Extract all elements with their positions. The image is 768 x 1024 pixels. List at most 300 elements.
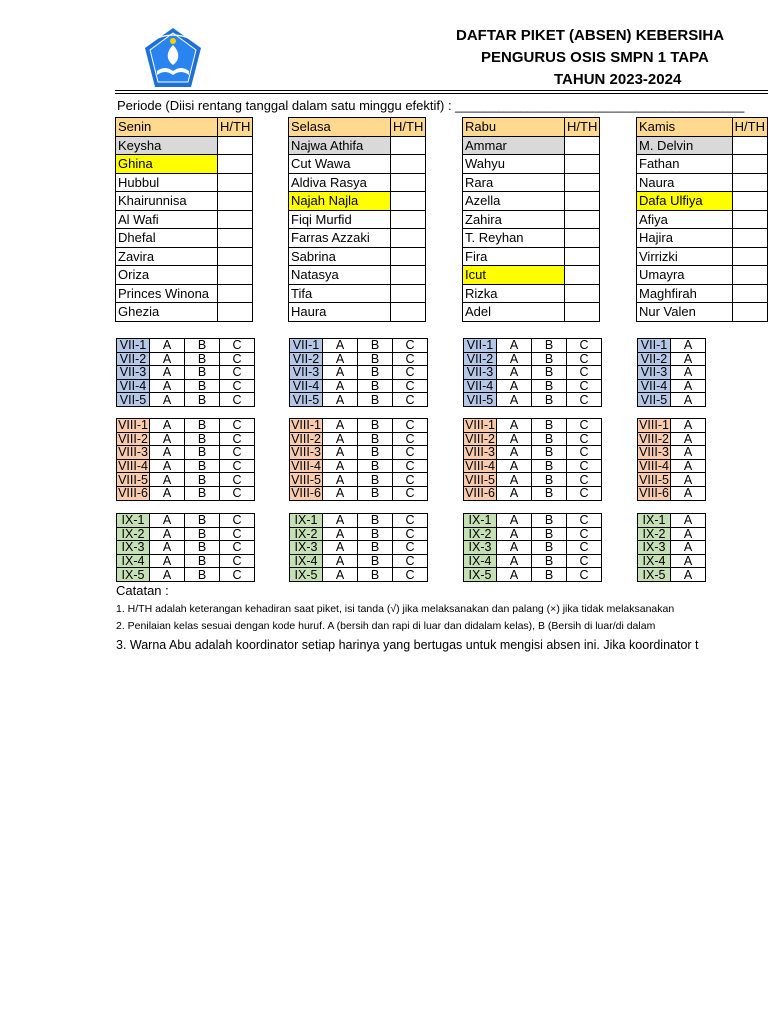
grade-a[interactable]: A <box>150 379 185 393</box>
grade-a[interactable]: A <box>150 459 185 473</box>
grade-a[interactable]: A <box>671 486 706 500</box>
grade-a[interactable]: A <box>671 393 706 407</box>
grade-c[interactable]: C <box>567 514 602 528</box>
class-label: VII-2 <box>464 352 497 366</box>
hth-cell[interactable] <box>732 136 767 155</box>
grade-b[interactable]: B <box>185 419 220 433</box>
member-name: Dafa Ulfiya <box>637 192 733 211</box>
grade-c[interactable]: C <box>220 473 255 487</box>
grade-c[interactable]: C <box>567 459 602 473</box>
grade-b[interactable]: B <box>532 366 567 380</box>
grade-b[interactable]: B <box>532 541 567 555</box>
member-name: Icut <box>463 266 565 285</box>
grade-c[interactable]: C <box>567 339 602 353</box>
member-name: Dhefal <box>116 229 218 248</box>
grade-a[interactable]: A <box>323 459 358 473</box>
class-label: IX-5 <box>464 568 497 582</box>
member-name: Zahira <box>463 210 565 229</box>
grade-a[interactable]: A <box>323 339 358 353</box>
grade-a[interactable]: A <box>671 419 706 433</box>
class-label: IX-2 <box>464 527 497 541</box>
note-3: 3. Warna Abu adalah koordinator setiap harinya yang bertugas untuk mengisi absen ini. Jika koordinator t <box>116 638 699 652</box>
grade-c[interactable]: C <box>393 393 428 407</box>
hth-cell[interactable] <box>732 155 767 174</box>
grade-c[interactable]: C <box>393 568 428 582</box>
grade-b[interactable]: B <box>358 568 393 582</box>
member-name: Hubbul <box>116 173 218 192</box>
grade-viii-rabu <box>463 418 602 501</box>
grade-c[interactable]: C <box>220 379 255 393</box>
grade-b[interactable]: B <box>185 554 220 568</box>
period-field[interactable]: Periode (Diisi rentang tanggal dalam satu minggu efektif) : ________________________________________ <box>117 98 745 113</box>
hth-cell[interactable] <box>218 303 253 322</box>
grade-b[interactable]: B <box>532 554 567 568</box>
grade-c[interactable]: C <box>220 419 255 433</box>
grade-b[interactable]: B <box>358 473 393 487</box>
member-name: Haura <box>289 303 391 322</box>
hth-cell[interactable] <box>391 136 426 155</box>
member-name: Najwa Athifa <box>289 136 391 155</box>
grade-b[interactable]: B <box>185 366 220 380</box>
grade-c[interactable]: C <box>393 473 428 487</box>
hth-cell[interactable] <box>565 210 600 229</box>
grade-b[interactable]: B <box>185 459 220 473</box>
grade-b[interactable]: B <box>358 486 393 500</box>
grade-a[interactable]: A <box>150 486 185 500</box>
member-name: Rara <box>463 173 565 192</box>
grade-b[interactable]: B <box>358 366 393 380</box>
member-name: Ghina <box>116 155 218 174</box>
grade-c[interactable]: C <box>567 352 602 366</box>
grade-c[interactable]: C <box>567 419 602 433</box>
grade-a[interactable]: A <box>497 393 532 407</box>
hth-cell[interactable] <box>732 303 767 322</box>
grade-c[interactable]: C <box>567 554 602 568</box>
grade-a[interactable]: A <box>150 568 185 582</box>
class-label: VII-3 <box>464 366 497 380</box>
class-label: VIII-6 <box>291 486 321 501</box>
grade-b[interactable]: B <box>358 459 393 473</box>
hth-cell[interactable] <box>391 192 426 211</box>
hth-cell[interactable] <box>565 229 600 248</box>
grade-a[interactable]: A <box>671 339 706 353</box>
member-name: Azella <box>463 192 565 211</box>
grade-c[interactable]: C <box>567 486 602 500</box>
class-label: IX-1 <box>638 514 671 528</box>
grade-a[interactable]: A <box>671 446 706 460</box>
grade-a[interactable]: A <box>497 419 532 433</box>
grade-a[interactable]: A <box>150 366 185 380</box>
class-label: VIII-4 <box>291 459 321 473</box>
grade-c[interactable]: C <box>393 554 428 568</box>
grade-a[interactable]: A <box>671 541 706 555</box>
grade-ix-selasa <box>289 513 428 582</box>
member-name: Farras Azzaki <box>289 229 391 248</box>
grade-a[interactable]: A <box>323 366 358 380</box>
grade-c[interactable]: C <box>393 419 428 433</box>
class-label: VIII-5 <box>118 472 148 487</box>
grade-b[interactable]: B <box>358 379 393 393</box>
grade-b[interactable]: B <box>185 473 220 487</box>
grade-c[interactable]: C <box>393 339 428 353</box>
grade-b[interactable]: B <box>185 541 220 555</box>
grade-viii-senin <box>116 418 255 501</box>
class-label: VIII-2 <box>639 432 669 446</box>
class-label: VII-3 <box>117 366 150 380</box>
hth-cell[interactable] <box>732 266 767 285</box>
hth-cell[interactable] <box>218 229 253 248</box>
class-label: VII-1 <box>638 339 671 353</box>
grade-b[interactable]: B <box>185 486 220 500</box>
class-label: VIII-4 <box>118 459 148 473</box>
grade-c[interactable]: C <box>220 514 255 528</box>
member-name: Ammar <box>463 136 565 155</box>
hth-cell[interactable] <box>218 192 253 211</box>
grade-c[interactable]: C <box>393 379 428 393</box>
grade-c[interactable]: C <box>393 459 428 473</box>
grade-a[interactable]: A <box>671 473 706 487</box>
member-name: Virrizki <box>637 247 733 266</box>
class-label: IX-3 <box>464 541 497 555</box>
hth-cell[interactable] <box>732 173 767 192</box>
member-name: Umayra <box>637 266 733 285</box>
hth-cell[interactable] <box>218 247 253 266</box>
hth-cell[interactable] <box>565 192 600 211</box>
class-label: VIII-4 <box>465 459 495 473</box>
grade-c[interactable]: C <box>393 432 428 446</box>
grade-a[interactable]: A <box>150 339 185 353</box>
title-line-3: TAHUN 2023-2024 <box>554 71 682 88</box>
class-label: VIII-2 <box>291 432 321 446</box>
day-name: Kamis <box>637 118 733 137</box>
hth-cell[interactable] <box>218 136 253 155</box>
grade-b[interactable]: B <box>532 379 567 393</box>
grade-a[interactable]: A <box>671 432 706 446</box>
class-label: VII-1 <box>464 339 497 353</box>
class-label: VIII-4 <box>639 459 669 473</box>
grade-b[interactable]: B <box>185 432 220 446</box>
grade-b[interactable]: B <box>185 514 220 528</box>
hth-cell[interactable] <box>391 229 426 248</box>
member-name: Khairunnisa <box>116 192 218 211</box>
grade-a[interactable]: A <box>671 514 706 528</box>
hth-cell[interactable] <box>218 173 253 192</box>
grade-b[interactable]: B <box>358 339 393 353</box>
grade-a[interactable]: A <box>497 446 532 460</box>
grade-ix-kamis <box>637 513 706 582</box>
grade-a[interactable]: A <box>323 568 358 582</box>
grade-a[interactable]: A <box>150 554 185 568</box>
grade-a[interactable]: A <box>323 541 358 555</box>
grade-a[interactable]: A <box>323 419 358 433</box>
grade-c[interactable]: C <box>220 432 255 446</box>
grade-c[interactable]: C <box>567 393 602 407</box>
class-label: IX-3 <box>117 541 150 555</box>
class-label: VII-5 <box>290 393 323 407</box>
roster-rabu <box>462 117 600 322</box>
grade-a[interactable]: A <box>150 541 185 555</box>
hth-cell[interactable] <box>565 266 600 285</box>
class-label: IX-5 <box>290 568 323 582</box>
grade-c[interactable]: C <box>393 446 428 460</box>
member-name: M. Delvin <box>637 136 733 155</box>
hth-cell[interactable] <box>732 210 767 229</box>
hth-cell[interactable] <box>732 192 767 211</box>
grade-b[interactable]: B <box>358 554 393 568</box>
grade-b[interactable]: B <box>185 352 220 366</box>
member-name: Rizka <box>463 284 565 303</box>
grade-c[interactable]: C <box>220 352 255 366</box>
grade-a[interactable]: A <box>150 473 185 487</box>
member-name: Najah Najla <box>289 192 391 211</box>
grade-b[interactable]: B <box>358 541 393 555</box>
hth-cell[interactable] <box>565 303 600 322</box>
grade-a[interactable]: A <box>671 366 706 380</box>
grade-b[interactable]: B <box>532 527 567 541</box>
grade-a[interactable]: A <box>323 432 358 446</box>
grade-a[interactable]: A <box>671 352 706 366</box>
grade-a[interactable]: A <box>497 339 532 353</box>
grade-a[interactable]: A <box>323 379 358 393</box>
class-label: VII-1 <box>290 339 323 353</box>
hth-header: H/TH <box>391 118 426 137</box>
member-name: Princes Winona <box>116 284 218 303</box>
grade-a[interactable]: A <box>150 352 185 366</box>
member-name: Aldiva Rasya <box>289 173 391 192</box>
hth-cell[interactable] <box>391 155 426 174</box>
grade-c[interactable]: C <box>567 527 602 541</box>
hth-cell[interactable] <box>218 210 253 229</box>
grade-a[interactable]: A <box>497 432 532 446</box>
class-label: VIII-1 <box>639 418 669 433</box>
grade-c[interactable]: C <box>393 486 428 500</box>
grade-c[interactable]: C <box>393 541 428 555</box>
grade-ix-rabu <box>463 513 602 582</box>
grade-b[interactable]: B <box>185 527 220 541</box>
class-label: IX-4 <box>117 554 150 568</box>
grade-a[interactable]: A <box>497 514 532 528</box>
grade-b[interactable]: B <box>532 568 567 582</box>
class-label: VIII-3 <box>639 445 669 460</box>
class-label: VIII-6 <box>639 486 669 501</box>
grade-b[interactable]: B <box>358 514 393 528</box>
grade-a[interactable]: A <box>497 352 532 366</box>
grade-c[interactable]: C <box>220 366 255 380</box>
grade-a[interactable]: A <box>671 379 706 393</box>
class-label: IX-2 <box>117 527 150 541</box>
hth-cell[interactable] <box>565 284 600 303</box>
grade-a[interactable]: A <box>497 568 532 582</box>
grade-b[interactable]: B <box>358 432 393 446</box>
grade-c[interactable]: C <box>220 527 255 541</box>
class-label: VII-4 <box>290 379 323 393</box>
grade-b[interactable]: B <box>358 419 393 433</box>
class-label: VIII-1 <box>465 418 495 433</box>
grade-c[interactable]: C <box>567 366 602 380</box>
member-name: Wahyu <box>463 155 565 174</box>
grade-a[interactable]: A <box>150 419 185 433</box>
class-label: VII-2 <box>638 352 671 366</box>
grade-vii-kamis <box>637 338 706 407</box>
grade-b[interactable]: B <box>185 393 220 407</box>
class-label: VIII-6 <box>118 486 148 501</box>
grade-a[interactable]: A <box>497 473 532 487</box>
grade-a[interactable]: A <box>150 514 185 528</box>
grade-a[interactable]: A <box>323 473 358 487</box>
hth-cell[interactable] <box>218 266 253 285</box>
hth-cell[interactable] <box>218 155 253 174</box>
grade-c[interactable]: C <box>567 568 602 582</box>
class-label: VIII-5 <box>639 472 669 487</box>
note-2: 2. Penilaian kelas sesuai dengan kode huruf. A (bersih dan rapi di luar dan didalam kelas), B (Bersih di luar/di dalam <box>116 620 656 632</box>
member-name: T. Reyhan <box>463 229 565 248</box>
hth-cell[interactable] <box>391 303 426 322</box>
member-name: Maghfirah <box>637 284 733 303</box>
grade-a[interactable]: A <box>497 527 532 541</box>
member-name: Tifa <box>289 284 391 303</box>
hth-cell[interactable] <box>732 284 767 303</box>
grade-a[interactable]: A <box>497 366 532 380</box>
grade-c[interactable]: C <box>220 554 255 568</box>
grade-a[interactable]: A <box>323 486 358 500</box>
grade-b[interactable]: B <box>185 379 220 393</box>
grade-a[interactable]: A <box>671 568 706 582</box>
grade-a[interactable]: A <box>497 541 532 555</box>
grade-a[interactable]: A <box>323 554 358 568</box>
note-1: 1. H/TH adalah keterangan kehadiran saat piket, isi tanda (√) jika melaksanakan dan palang (×) jika tidak melaksanakan <box>116 603 675 615</box>
member-name: Oriza <box>116 266 218 285</box>
hth-cell[interactable] <box>565 173 600 192</box>
grade-viii-kamis <box>637 418 706 501</box>
grade-a[interactable]: A <box>323 393 358 407</box>
grade-b[interactable]: B <box>532 419 567 433</box>
class-label: VII-4 <box>464 379 497 393</box>
header-rule-bottom <box>115 93 768 94</box>
grade-a[interactable]: A <box>671 554 706 568</box>
header-rule-top <box>115 90 768 91</box>
class-label: IX-1 <box>117 514 150 528</box>
grade-b[interactable]: B <box>185 446 220 460</box>
grade-c[interactable]: C <box>393 352 428 366</box>
grade-c[interactable]: C <box>393 514 428 528</box>
grade-vii-senin <box>116 338 255 407</box>
title-line-2: PENGURUS OSIS SMPN 1 TAPA <box>481 49 709 66</box>
hth-cell[interactable] <box>391 210 426 229</box>
hth-cell[interactable] <box>391 173 426 192</box>
class-label: VII-3 <box>290 366 323 380</box>
class-label: IX-2 <box>638 527 671 541</box>
grade-a[interactable]: A <box>323 352 358 366</box>
day-name: Rabu <box>463 118 565 137</box>
grade-b[interactable]: B <box>532 459 567 473</box>
grade-a[interactable]: A <box>150 446 185 460</box>
hth-cell[interactable] <box>391 266 426 285</box>
class-label: IX-1 <box>464 514 497 528</box>
grade-c[interactable]: C <box>567 432 602 446</box>
day-name: Senin <box>116 118 218 137</box>
hth-cell[interactable] <box>732 247 767 266</box>
grade-b[interactable]: B <box>532 339 567 353</box>
grade-b[interactable]: B <box>532 514 567 528</box>
school-logo <box>143 27 203 89</box>
grade-c[interactable]: C <box>393 527 428 541</box>
grade-b[interactable]: B <box>358 393 393 407</box>
class-label: VIII-6 <box>465 486 495 501</box>
grade-b[interactable]: B <box>532 352 567 366</box>
grade-b[interactable]: B <box>358 446 393 460</box>
class-label: VIII-1 <box>118 418 148 433</box>
grade-c[interactable]: C <box>220 459 255 473</box>
grade-a[interactable]: A <box>323 514 358 528</box>
grade-b[interactable]: B <box>358 352 393 366</box>
grade-c[interactable]: C <box>220 446 255 460</box>
grade-c[interactable]: C <box>220 486 255 500</box>
grade-b[interactable]: B <box>532 432 567 446</box>
hth-cell[interactable] <box>565 136 600 155</box>
grade-a[interactable]: A <box>671 459 706 473</box>
grade-a[interactable]: A <box>497 554 532 568</box>
grade-b[interactable]: B <box>185 568 220 582</box>
grade-c[interactable]: C <box>567 446 602 460</box>
class-label: VIII-5 <box>291 472 321 487</box>
class-label: IX-4 <box>638 554 671 568</box>
grade-c[interactable]: C <box>567 379 602 393</box>
hth-cell[interactable] <box>565 247 600 266</box>
grade-b[interactable]: B <box>532 486 567 500</box>
roster-senin <box>115 117 253 322</box>
grade-a[interactable]: A <box>323 446 358 460</box>
class-label: IX-5 <box>638 568 671 582</box>
member-name: Natasya <box>289 266 391 285</box>
grade-a[interactable]: A <box>150 527 185 541</box>
grade-b[interactable]: B <box>532 446 567 460</box>
grade-a[interactable]: A <box>497 486 532 500</box>
grade-b[interactable]: B <box>532 393 567 407</box>
class-label: VII-3 <box>638 366 671 380</box>
grade-a[interactable]: A <box>671 527 706 541</box>
grade-a[interactable]: A <box>323 527 358 541</box>
grade-c[interactable]: C <box>393 366 428 380</box>
hth-cell[interactable] <box>565 155 600 174</box>
grade-c[interactable]: C <box>220 568 255 582</box>
grade-c[interactable]: C <box>567 541 602 555</box>
grade-b[interactable]: B <box>358 527 393 541</box>
member-name: Fira <box>463 247 565 266</box>
hth-cell[interactable] <box>218 284 253 303</box>
grade-c[interactable]: C <box>220 393 255 407</box>
class-label: VII-2 <box>290 352 323 366</box>
hth-header: H/TH <box>218 118 253 137</box>
class-label: VIII-2 <box>465 432 495 446</box>
grade-c[interactable]: C <box>220 541 255 555</box>
class-label: IX-3 <box>638 541 671 555</box>
grade-a[interactable]: A <box>150 432 185 446</box>
hth-header: H/TH <box>565 118 600 137</box>
hth-cell[interactable] <box>391 247 426 266</box>
grade-b[interactable]: B <box>532 473 567 487</box>
grade-c[interactable]: C <box>567 473 602 487</box>
title-line-1: DAFTAR PIKET (ABSEN) KEBERSIHA <box>456 27 725 44</box>
grade-b[interactable]: B <box>185 339 220 353</box>
class-label: VII-5 <box>464 393 497 407</box>
hth-cell[interactable] <box>391 284 426 303</box>
grade-a[interactable]: A <box>497 459 532 473</box>
grade-a[interactable]: A <box>150 393 185 407</box>
hth-cell[interactable] <box>732 229 767 248</box>
member-name: Sabrina <box>289 247 391 266</box>
grade-a[interactable]: A <box>497 379 532 393</box>
grade-c[interactable]: C <box>220 339 255 353</box>
